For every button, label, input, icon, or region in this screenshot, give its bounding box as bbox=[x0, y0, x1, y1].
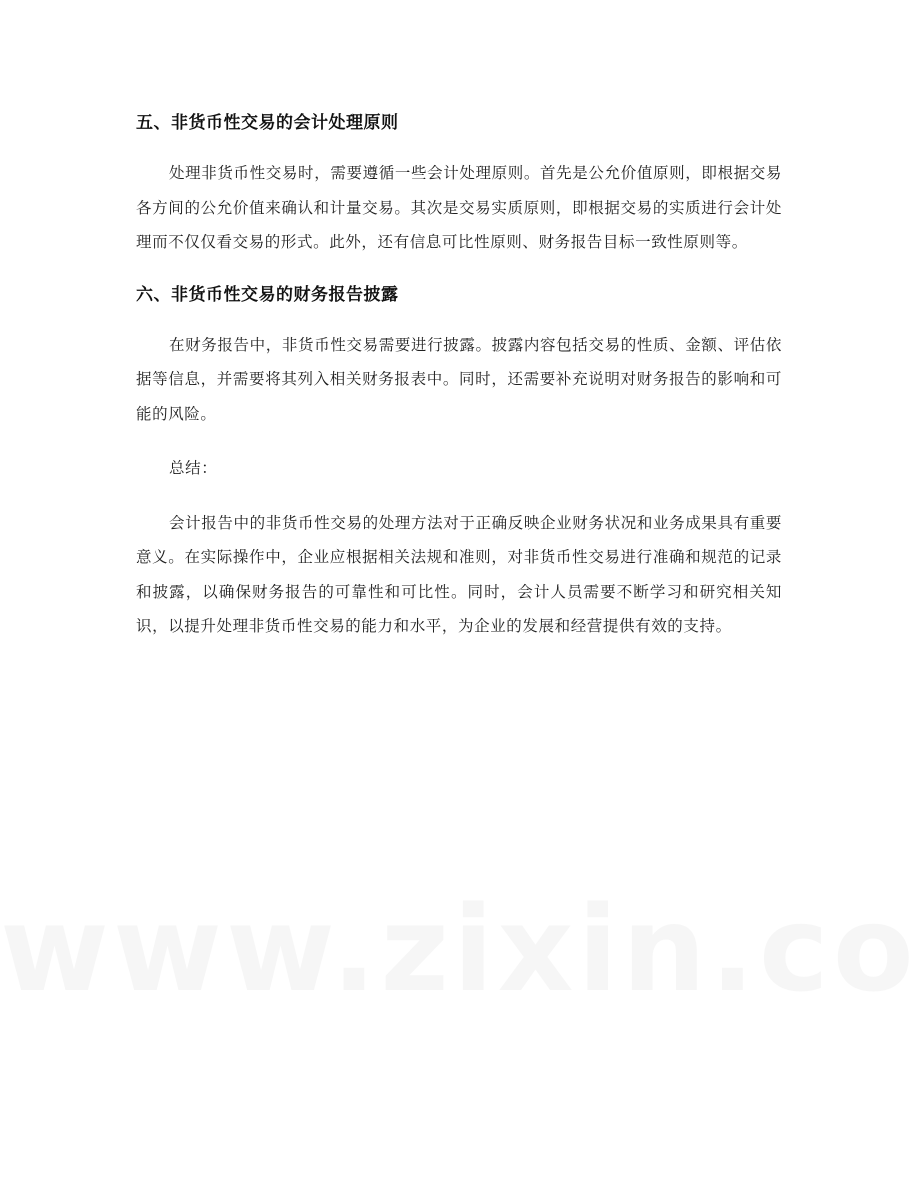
section-paragraph-5: 处理非货币性交易时，需要遵循一些会计处理原则。首先是公允价值原则，即根据交易各方间的公允价值来确认和计量交易。其次是交易实质原则，即根据交易的实质进行会计处理而不仅仅看交易的形式。此外，还有信息可比性原则、财务报告目标一致性原则等。 bbox=[136, 164, 782, 251]
document-body bbox=[136, 108, 782, 644]
summary-paragraph: 会计报告中的非货币性交易的处理方法对于正确反映企业财务状况和业务成果具有重要意义。在实际操作中，企业应根据相关法规和准则，对非货币性交易进行准确和规范的记录和披露，以确保财务报告的可靠性和可比性。同时，会计人员需要不断学习和研究相关知识，以提升处理非货币性交易的能力和水平，为企业的发展和经营提供有效的支持。 bbox=[136, 513, 782, 635]
watermark bbox=[0, 880, 920, 1018]
section-heading-6: 六、非货币性交易的财务报告披露 bbox=[136, 284, 399, 305]
summary-label: 总结： bbox=[169, 459, 218, 477]
section-heading-5: 五、非货币性交易的会计处理原则 bbox=[136, 113, 399, 133]
section-paragraph-6: 在财务报告中，非货币性交易需要进行披露。披露内容包括交易的性质、金额、评估依据等信息，并需要将其列入相关财务报表中。同时，还需要补充说明对财务报告的影响和可能的风险。 bbox=[136, 335, 782, 423]
